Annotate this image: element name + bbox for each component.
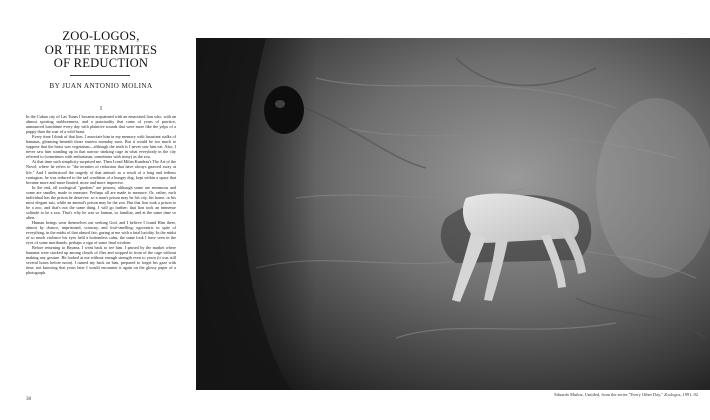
paragraph: Human beings wear themselves out seeking God, and I believe I found Him there, almost by chance, imprisoned, scrawny, and foul-smelling; egocentric in spite of everything, in the midst of that absurd fair, gazing at me with a fatal lucidity. In the midst of so much violence his eyes held a bottomless calm, the same look I have seen in the eyes of some moribunds, perhaps a sign of some final wisdom. [26,219,176,246]
title-line-2: OR THE TERMITES [44,42,158,57]
article-title [26,30,176,71]
caption-title: Zoologos [664,392,681,397]
title-line-3: OF REDUCTION [53,56,149,70]
text-page [0,0,196,420]
photo-illustration [196,38,710,390]
page-number: 38 [26,397,31,402]
byline: BY JUAN ANTONIO MOLINA [49,82,153,90]
section-number: I [100,106,102,112]
paragraph: In the end, all zoological "gardens" are prisons, although some are enormous and some are smaller, made to measure. Perhaps all are made to measure. Or, rather, each individual has the prison he deserves: so a man's prison may be his city, his home, or his most elegant suit, while an animal's prison may be the zoo. But that lion took a prison to be a zoo, and that's not the same thing. I will go further; that lion took an immense solitude to be a zoo. That's why he was so human, so familiar, and at the same time so alien. [26,184,176,220]
title-line-1: ZOO-LOGOS, [62,29,140,43]
paragraph: Every time I think of that lion, I associate him in my memory with luxuriant stalks of bananas, gleaming beneath those eastern noonday suns. But it would be too much to suppose that the beast was vegetarian—although the truth is I never saw him eat. Also, I never saw him standing up in that narrow stinking cage in what everybody in the city referred to (sometimes with enthusiasm, sometimes with irony) as the zoo. [26,134,176,160]
title-divider [70,75,130,76]
photo-caption [438,392,698,397]
horse-and-dog-photo [196,38,710,390]
caption-prefix: Eduardo Muñoz, Untitled, from the series "Every Other Day," [554,392,665,397]
paragraph: At that time such simplicity surprised me. Then I read Milan Kundera's The Art of the Novel, where he refers to "the termites of reduction that have always gnawed away at life." And I understood the tragedy of that animal: as a result of a long and tedious contagion, he was reduced to the sad condition of a hungry dog, kept within a space that became more and more limited, more and more imprecise. [26,159,176,185]
paragraph: In the Cuban city of Las Tunas I became acquainted with an emaciated lion who, with an almost sporting stubbornness, and a punctuality that came of years of practice, announced lunchtime every day with plaintive sounds that were more like the yelps of a puppy than the roar of a wild beast. [26,114,176,135]
caption-suffix: , 1991–92 [680,392,698,397]
article-body [26,114,176,276]
paragraph: Before returning to Havana, I went back to see him. I passed by the market where bananas were stacked up among clouds of flies and stopped in front of the cage without making any gesture. He looked at me without enough strength even to yawn (it was still several hours before noon). I turned my back on him, prepared to forget his gaze with time, not knowing that years later I would encounter it again on the glossy paper of a photograph. [26,245,176,276]
